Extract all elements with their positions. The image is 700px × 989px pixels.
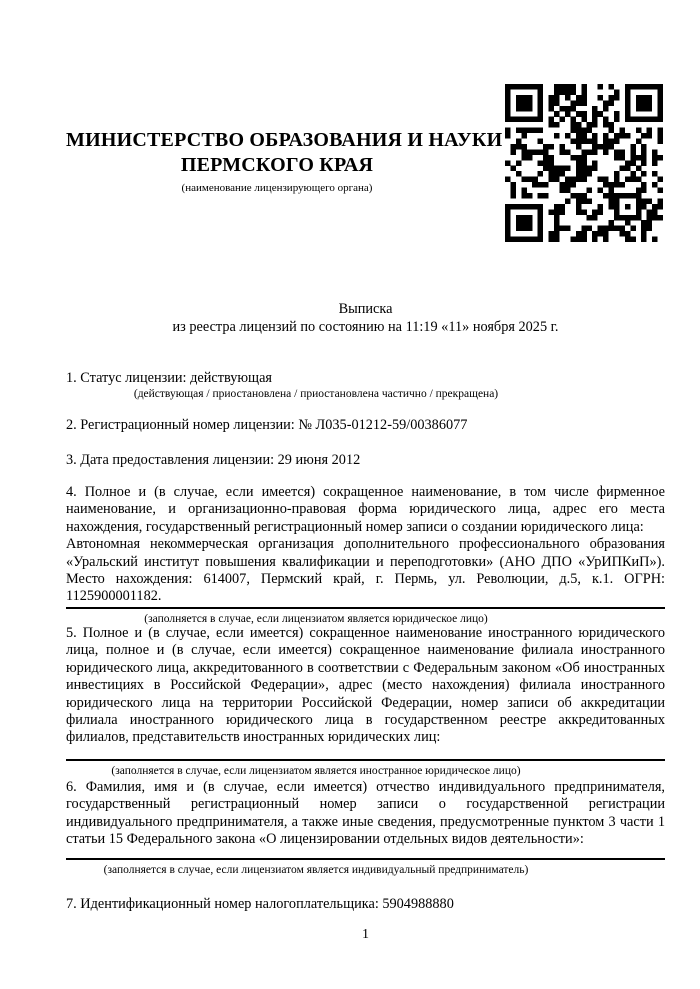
license-status-caption: (действующая / приостановлена / приостановлена частично / прекращена) [133, 388, 499, 401]
item-6-individual-entrepreneur [66, 779, 665, 878]
legal-entity-caption: (заполняется в случае, если лицензиатом является юридическое лицо) [144, 612, 488, 625]
item-3-grant-date [66, 452, 665, 469]
ministry-header [66, 128, 503, 195]
license-status-text: 1. Статус лицензии: действующая [66, 370, 272, 386]
fill-in-rule-legal-entity [66, 607, 665, 609]
page-number: 1 [362, 927, 369, 942]
legal-entity-answer: Автономная некоммерческая организация дополнительного профессионального образования «Уральский институт повышения квалификации и переподготовки» (АНО ДПО «УрИПКиП»). Место нахождения: 614007, Пермский край, г. Пермь, ул. Революции, д.5, к.1. ОГРН: 1125900001182. [66, 536, 665, 605]
item-4-legal-entity [66, 484, 665, 627]
document-title-line2: из реестра лицензий по состоянию на 11:19 «11» ноября 2025 г. [172, 319, 559, 335]
item-2-registration-number [66, 417, 665, 434]
foreign-entity-caption: (заполняется в случае, если лицензиатом является иностранное юридическое лицо) [111, 764, 521, 777]
taxpayer-id-text: 7. Идентификационный номер налогоплательщика: 5904988880 [66, 896, 454, 912]
fill-in-rule-foreign-entity [66, 759, 665, 761]
ministry-name-caption: (наименование лицензирующего органа) [181, 182, 373, 194]
ministry-name-line2: ПЕРМСКОГО КРАЯ [180, 154, 374, 176]
item-7-taxpayer-id [66, 896, 665, 913]
entrepreneur-caption: (заполняется в случае, если лицензиатом является индивидуальный предприниматель) [103, 863, 529, 876]
grant-date-text: 3. Дата предоставления лицензии: 29 июня 2012 [66, 452, 361, 468]
item-5-foreign-entity [66, 625, 665, 779]
qr-code [505, 84, 663, 242]
foreign-entity-question: 5. Полное и (в случае, если имеется) сокращенное наименование иностранного юридического лица, полное и (в случае, если имеется) сокращенное наименование филиала иностранного юридического лица, аккредитованного в соответствии с Федеральным законом «Об иностранных инвестициях в Российской Федерации», адрес (место нахождения) филиала иностранного юридического лица на территории Российской Федерации, номер записи об аккредитации филиала иностранного юридического лица в государственном реестре аккредитованных филиалов, представительств иностранных юридических лиц: [66, 625, 665, 746]
document-title-line1: Выписка [338, 301, 393, 317]
registration-number-text: 2. Регистрационный номер лицензии: № Л035-01212-59/00386077 [66, 417, 468, 433]
ministry-name-line1: МИНИСТЕРСТВО ОБРАЗОВАНИЯ И НАУКИ [66, 129, 503, 151]
legal-entity-question: 4. Полное и (в случае, если имеется) сокращенное наименование, в том числе фирменное наименование, и организационно-правовая форма юридического лица, адрес его места нахождения, государственный регистрационный номер записи о создании юридического лица: [66, 484, 665, 535]
fill-in-rule-entrepreneur [66, 858, 665, 860]
item-1-license-status [66, 370, 665, 402]
entrepreneur-question: 6. Фамилия, имя и (в случае, если имеется) отчество индивидуального предпринимателя, государственный регистрационный номер записи о государственной регистрации индивидуального предпринимателя, а также иные сведения, предусмотренные пунктом 3 части 1 статьи 15 Федерального закона «О лицензировании отдельных видов деятельности»: [66, 779, 665, 848]
document-title [66, 300, 665, 336]
qr-code-image [505, 84, 663, 242]
